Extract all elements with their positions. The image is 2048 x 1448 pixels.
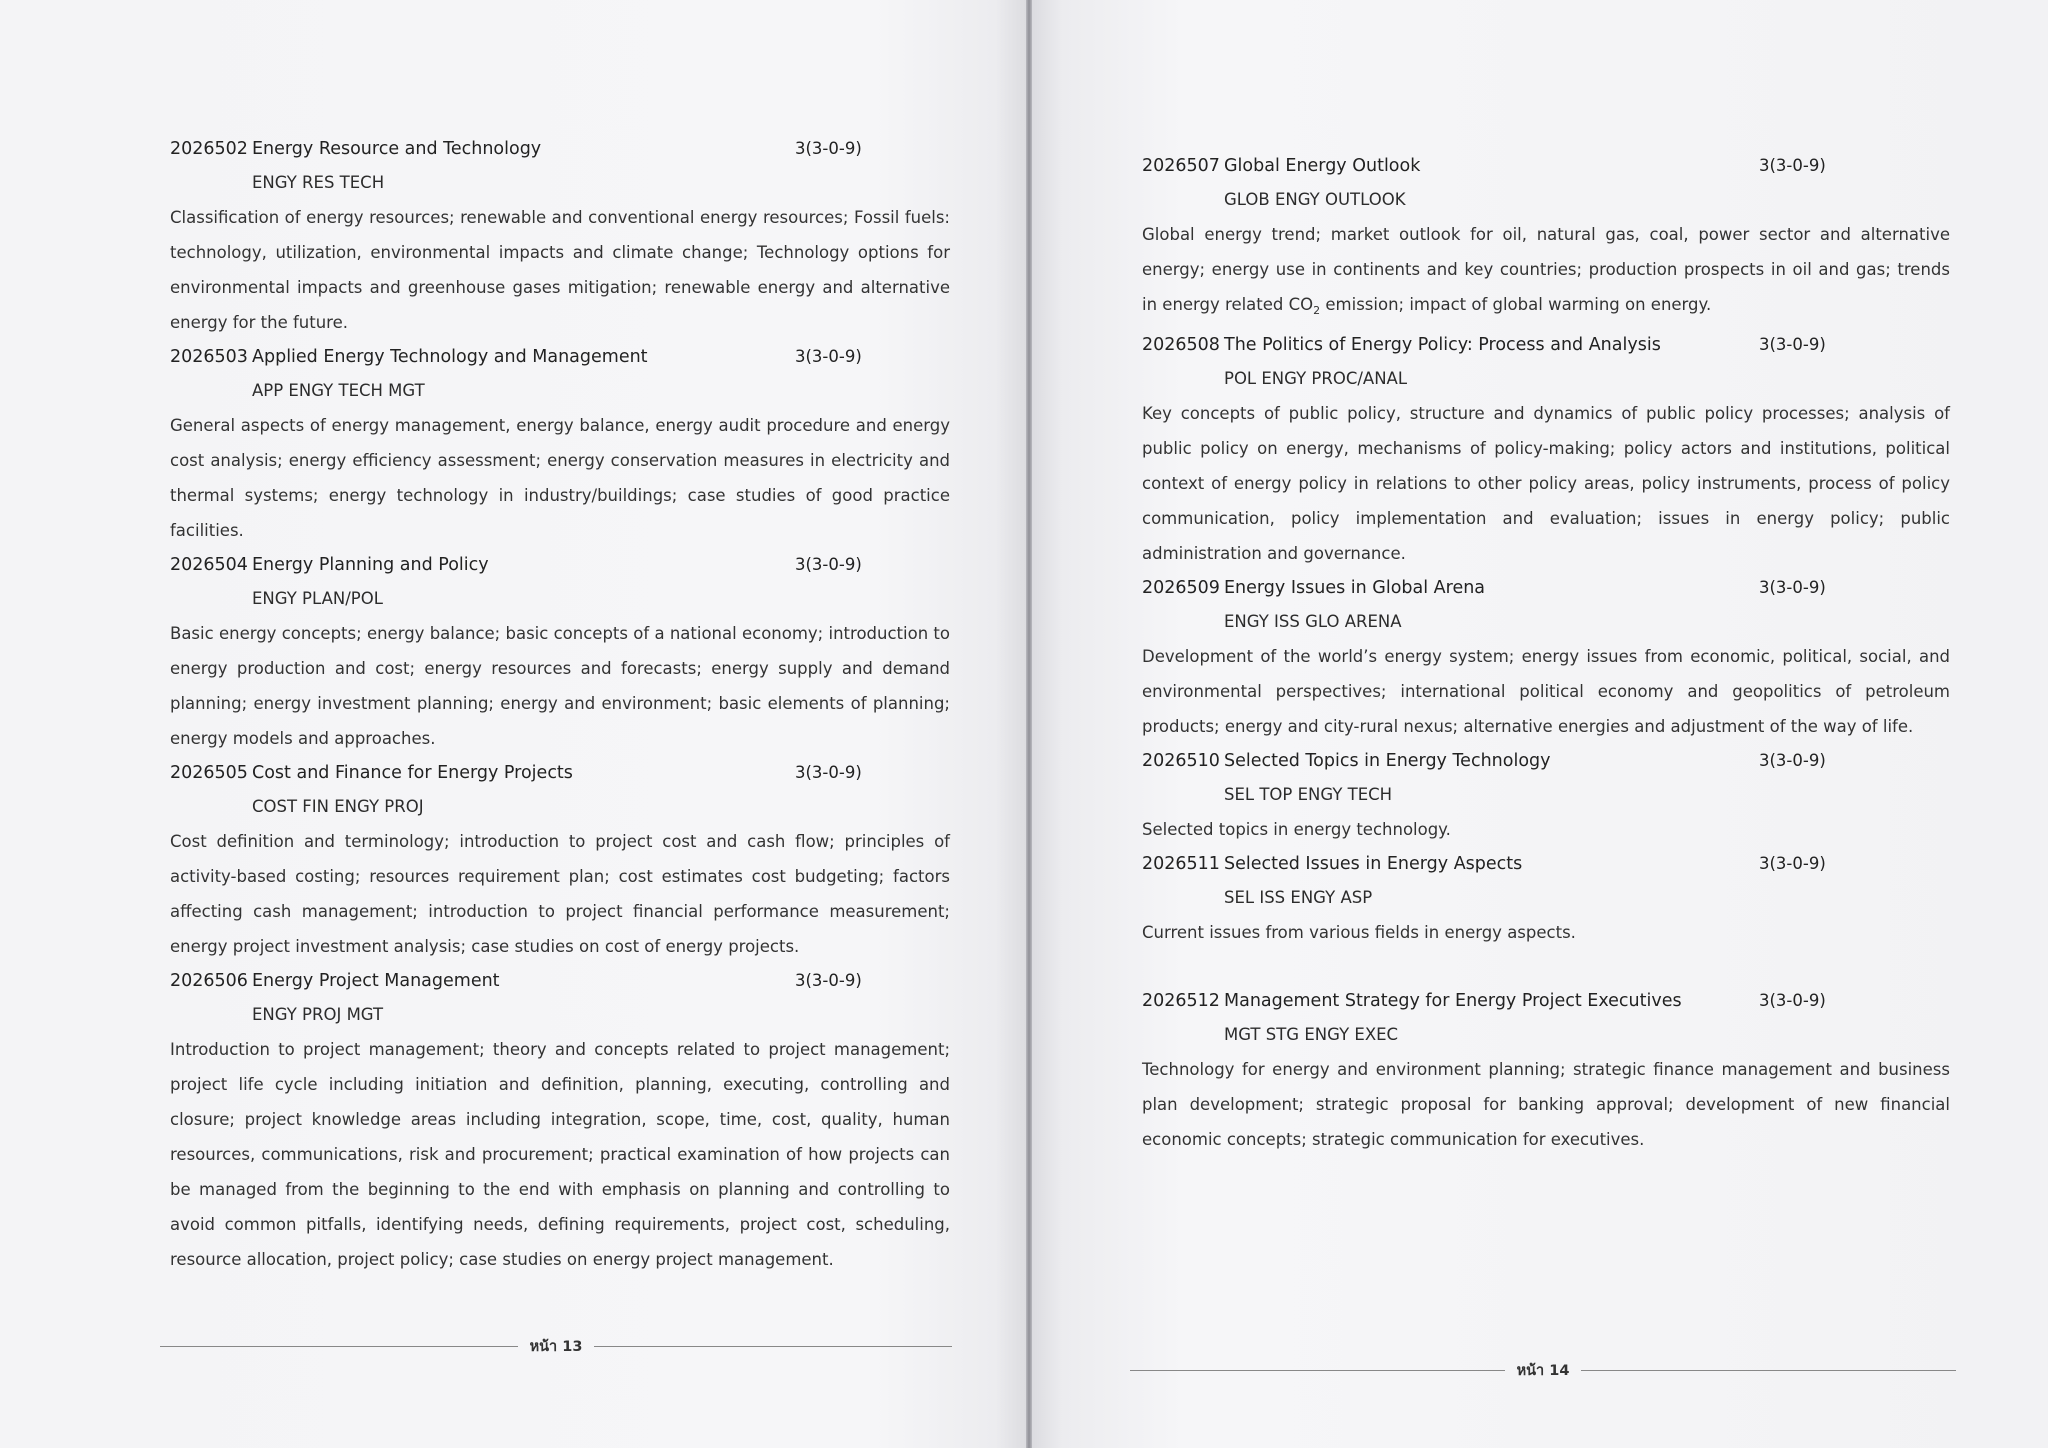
course-2026508 [1142,328,1950,571]
course-description [1142,217,1950,328]
course-2026512 [1142,984,1950,1157]
course-title: Energy Issues in Global Arena [1224,578,1486,598]
course-2026505 [170,756,950,964]
course-title: Energy Project Management [252,971,500,991]
section-spacer [1142,950,1950,984]
course-abbreviation: ENGY PLAN/POL [252,589,383,608]
course-description: Technology for energy and environment planning; strategic finance management and business plan development; strategic proposal for banking approval; development of new financial economic concepts; strategic communication for executives. [1142,1060,1950,1149]
course-credit: 3(3-0-9) [795,139,862,158]
course-description-text: Global energy trend; market outlook for oil, natural gas, coal, power sector and alternative energy; energy use in continents and key countries; production prospects in oil and gas; trends in energy related CO [1142,225,1950,314]
course-credit: 3(3-0-9) [795,971,862,990]
course-title: Selected Issues in Energy Aspects [1224,854,1523,874]
page-number: หน้า 13 [529,1338,583,1355]
course-2026506 [170,964,950,1277]
course-title: Selected Topics in Energy Technology [1224,751,1551,771]
course-credit: 3(3-0-9) [1759,578,1826,597]
course-title: Energy Planning and Policy [252,555,489,575]
page-footer [160,1334,952,1358]
course-code: 2026506 [170,971,248,991]
course-description: Current issues from various fields in energy aspects. [1142,923,1576,942]
course-title: The Politics of Energy Policy: Process and Analysis [1224,335,1661,355]
course-code: 2026504 [170,555,248,575]
footer-rule [1130,1370,1505,1371]
right-page [1032,0,2048,1448]
course-title: Energy Resource and Technology [252,139,542,159]
footer-rule [594,1346,952,1347]
course-title: Management Strategy for Energy Project Executives [1224,991,1682,1011]
course-2026509 [1142,571,1950,744]
course-description: Key concepts of public policy, structure and dynamics of public policy processes; analysis of public policy on energy, mechanisms of policy-making; policy actors and institutions, political context of energy policy in relations to other policy areas, policy instruments, process of policy communication, policy implementation and evaluation; issues in energy policy; public administration and governance. [1142,404,1950,563]
course-title: Cost and Finance for Energy Projects [252,763,573,783]
course-description: Classification of energy resources; renewable and conventional energy resources; Fossil fuels: technology, utilization, environmental impacts and climate change; Technology options for environmental impacts and greenhouse gases mitigation; renewable energy and alternative energy for the future. [170,208,950,332]
course-credit: 3(3-0-9) [795,347,862,366]
course-2026502 [170,132,950,340]
course-description: Cost definition and terminology; introduction to project cost and cash flow; principles of activity-based costing; resources requirement plan; cost estimates cost budgeting; factors affecting cash management; introduction to project financial performance measurement; energy project investment analysis; case studies on cost of energy projects. [170,832,950,956]
course-credit: 3(3-0-9) [1759,335,1826,354]
course-credit: 3(3-0-9) [1759,751,1826,770]
page-footer [1130,1358,1956,1382]
course-credit: 3(3-0-9) [1759,156,1826,175]
course-credit: 3(3-0-9) [1759,854,1826,873]
course-description-text: emission; impact of global warming on energy. [1320,295,1712,314]
course-title: Applied Energy Technology and Management [252,347,648,367]
course-code: 2026507 [1142,156,1220,176]
course-abbreviation: COST FIN ENGY PROJ [252,797,424,816]
course-header [1142,328,1950,362]
course-title: Global Energy Outlook [1224,156,1421,176]
course-abbreviation: ENGY PROJ MGT [252,1005,384,1024]
course-credit: 3(3-0-9) [795,763,862,782]
course-description: Development of the world’s energy system; energy issues from economic, political, social, and environmental perspectives; international political economy and geopolitics of petroleum products; energy and city-rural nexus; alternative energies and adjustment of the way of life. [1142,647,1950,736]
course-header [1142,847,1950,881]
course-abbreviation: APP ENGY TECH MGT [252,381,425,400]
course-code: 2026510 [1142,751,1220,771]
course-credit: 3(3-0-9) [1759,991,1826,1010]
course-code: 2026509 [1142,578,1220,598]
course-abbreviation: MGT STG ENGY EXEC [1224,1025,1399,1044]
course-2026504 [170,548,950,756]
course-2026511 [1142,847,1950,950]
course-2026510 [1142,744,1950,847]
course-header [170,548,950,582]
course-abbreviation: POL ENGY PROC/ANAL [1224,369,1408,388]
course-code: 2026508 [1142,335,1220,355]
course-abbreviation: GLOB ENGY OUTLOOK [1224,190,1406,209]
course-header [170,964,950,998]
course-header [1142,984,1950,1018]
page-number: หน้า 14 [1516,1362,1570,1379]
course-2026503 [170,340,950,548]
course-abbreviation: SEL TOP ENGY TECH [1224,785,1393,804]
course-header [1142,571,1950,605]
course-abbreviation: ENGY ISS GLO ARENA [1224,612,1402,631]
course-header [170,756,950,790]
course-abbreviation: SEL ISS ENGY ASP [1224,888,1373,907]
course-description: General aspects of energy management, energy balance, energy audit procedure and energy cost analysis; energy efficiency assessment; energy conservation measures in electricity and thermal systems; energy technology in industry/buildings; case studies of good practice facilities. [170,416,950,540]
course-code: 2026502 [170,139,248,159]
course-code: 2026503 [170,347,248,367]
course-code: 2026505 [170,763,248,783]
course-2026507 [1142,149,1950,328]
course-description: Selected topics in energy technology. [1142,820,1451,839]
course-description: Introduction to project management; theory and concepts related to project management; project life cycle including initiation and definition, planning, executing, controlling and closure; project knowledge areas including integration, scope, time, cost, quality, human resources, communications, risk and procurement; practical examination of how projects can be managed from the beginning to the end with emphasis on planning and controlling to avoid common pitfalls, identifying needs, defining requirements, project cost, scheduling, resource allocation, project policy; case studies on energy project management. [170,1040,950,1269]
course-code: 2026511 [1142,854,1220,874]
course-header [170,132,950,166]
course-abbreviation: ENGY RES TECH [252,173,385,192]
right-page-content [1142,149,1950,1157]
subscript-two: 2 [1313,304,1321,317]
footer-rule [160,1346,518,1347]
course-code: 2026512 [1142,991,1220,1011]
left-page-content [170,132,950,1277]
course-header [1142,149,1950,183]
course-credit: 3(3-0-9) [795,555,862,574]
footer-rule [1581,1370,1956,1371]
course-header [170,340,950,374]
course-header [1142,744,1950,778]
course-description: Basic energy concepts; energy balance; basic concepts of a national economy; introduction to energy production and cost; energy resources and forecasts; energy supply and demand planning; energy investment planning; energy and environment; basic elements of planning; energy models and approaches. [170,624,950,748]
